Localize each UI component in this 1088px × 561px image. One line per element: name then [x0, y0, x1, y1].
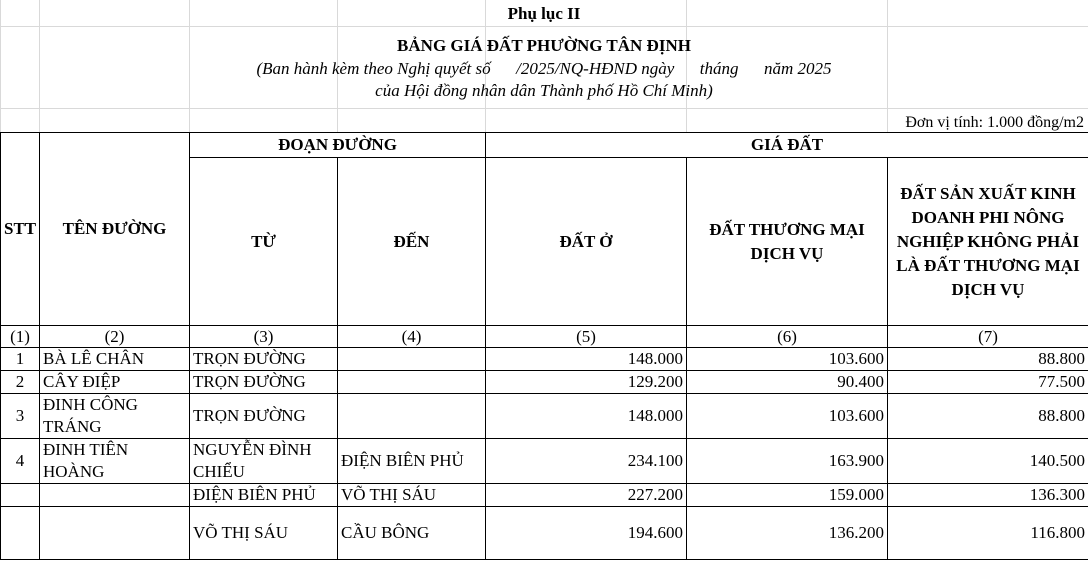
cell-stt: [1, 484, 40, 507]
cell-to: [338, 371, 486, 394]
cell-street-name: ĐINH TIÊN HOÀNG: [40, 439, 190, 484]
document-title: BẢNG GIÁ ĐẤT PHƯỜNG TÂN ĐỊNH: [397, 36, 691, 55]
land-price-table: [0, 132, 1088, 560]
document-subtitle: (Ban hành kèm theo Nghị quyết số /2025/NQ-HĐND ngày tháng năm 2025: [256, 59, 832, 78]
column-index: (5): [486, 326, 687, 348]
cell-stt: 3: [1, 394, 40, 439]
cell-non-agricultural-price: 88.800: [888, 394, 1088, 439]
unit-note: Đơn vị tính: 1.000 đồng/m2: [905, 114, 1084, 131]
header-stt: STT: [1, 133, 40, 326]
header-road-segment: ĐOẠN ĐƯỜNG: [190, 133, 486, 158]
cell-commercial-price: 103.600: [687, 348, 888, 371]
column-index: (7): [888, 326, 1088, 348]
cell-non-agricultural-price: 140.500: [888, 439, 1088, 484]
cell-street-name: CÂY ĐIỆP: [40, 371, 190, 394]
cell-from: TRỌN ĐƯỜNG: [190, 371, 338, 394]
cell-to: [338, 348, 486, 371]
cell-to: ĐIỆN BIÊN PHỦ: [338, 439, 486, 484]
cell-commercial-price: 159.000: [687, 484, 888, 507]
table-row: [1, 348, 1088, 371]
header-land-price: GIÁ ĐẤT: [486, 133, 1088, 158]
column-index: (4): [338, 326, 486, 348]
cell-non-agricultural-price: 88.800: [888, 348, 1088, 371]
cell-commercial-price: 90.400: [687, 371, 888, 394]
sheet-gridline: [0, 26, 1088, 27]
cell-to: VÕ THỊ SÁU: [338, 484, 486, 507]
cell-non-agricultural-price: 136.300: [888, 484, 1088, 507]
column-index: (1): [1, 326, 40, 348]
cell-from: VÕ THỊ SÁU: [190, 507, 338, 560]
cell-from: NGUYỄN ĐÌNH CHIỂU: [190, 439, 338, 484]
cell-residential-price: 194.600: [486, 507, 687, 560]
cell-stt: 2: [1, 371, 40, 394]
cell-commercial-price: 103.600: [687, 394, 888, 439]
cell-to: CẦU BÔNG: [338, 507, 486, 560]
cell-commercial-price: 163.900: [687, 439, 888, 484]
header-from: TỪ: [190, 158, 338, 326]
header-street-name: TÊN ĐƯỜNG: [40, 133, 190, 326]
sheet-gridline: [0, 108, 1088, 109]
cell-residential-price: 148.000: [486, 348, 687, 371]
cell-stt: 1: [1, 348, 40, 371]
cell-residential-price: 227.200: [486, 484, 687, 507]
column-index: (2): [40, 326, 190, 348]
table-row: [1, 484, 1088, 507]
cell-street-name: [40, 507, 190, 560]
cell-residential-price: 148.000: [486, 394, 687, 439]
cell-stt: 4: [1, 439, 40, 484]
table-row: [1, 371, 1088, 394]
cell-residential-price: 234.100: [486, 439, 687, 484]
cell-from: TRỌN ĐƯỜNG: [190, 394, 338, 439]
cell-street-name: [40, 484, 190, 507]
document-subtitle-issuer: của Hội đồng nhân dân Thành phố Hồ Chí Minh): [375, 81, 713, 100]
table-row: [1, 439, 1088, 484]
cell-commercial-price: 136.200: [687, 507, 888, 560]
cell-non-agricultural-price: 77.500: [888, 371, 1088, 394]
header-commercial-land: ĐẤT THƯƠNG MẠI DỊCH VỤ: [687, 158, 888, 326]
table-row: [1, 394, 1088, 439]
cell-to: [338, 394, 486, 439]
appendix-title: Phụ lục II: [507, 4, 581, 23]
cell-residential-price: 129.200: [486, 371, 687, 394]
cell-street-name: BÀ LÊ CHÂN: [40, 348, 190, 371]
header-residential-land: ĐẤT Ở: [486, 158, 687, 326]
cell-from: ĐIỆN BIÊN PHỦ: [190, 484, 338, 507]
table-row: [1, 507, 1088, 560]
column-index: (6): [687, 326, 888, 348]
cell-from: TRỌN ĐƯỜNG: [190, 348, 338, 371]
cell-street-name: ĐINH CÔNG TRÁNG: [40, 394, 190, 439]
cell-stt: [1, 507, 40, 560]
column-index: (3): [190, 326, 338, 348]
header-to: ĐẾN: [338, 158, 486, 326]
cell-non-agricultural-price: 116.800: [888, 507, 1088, 560]
header-non-agricultural-land: ĐẤT SẢN XUẤT KINH DOANH PHI NÔNG NGHIỆP KHÔNG PHẢI LÀ ĐẤT THƯƠNG MẠI DỊCH VỤ: [888, 158, 1088, 326]
